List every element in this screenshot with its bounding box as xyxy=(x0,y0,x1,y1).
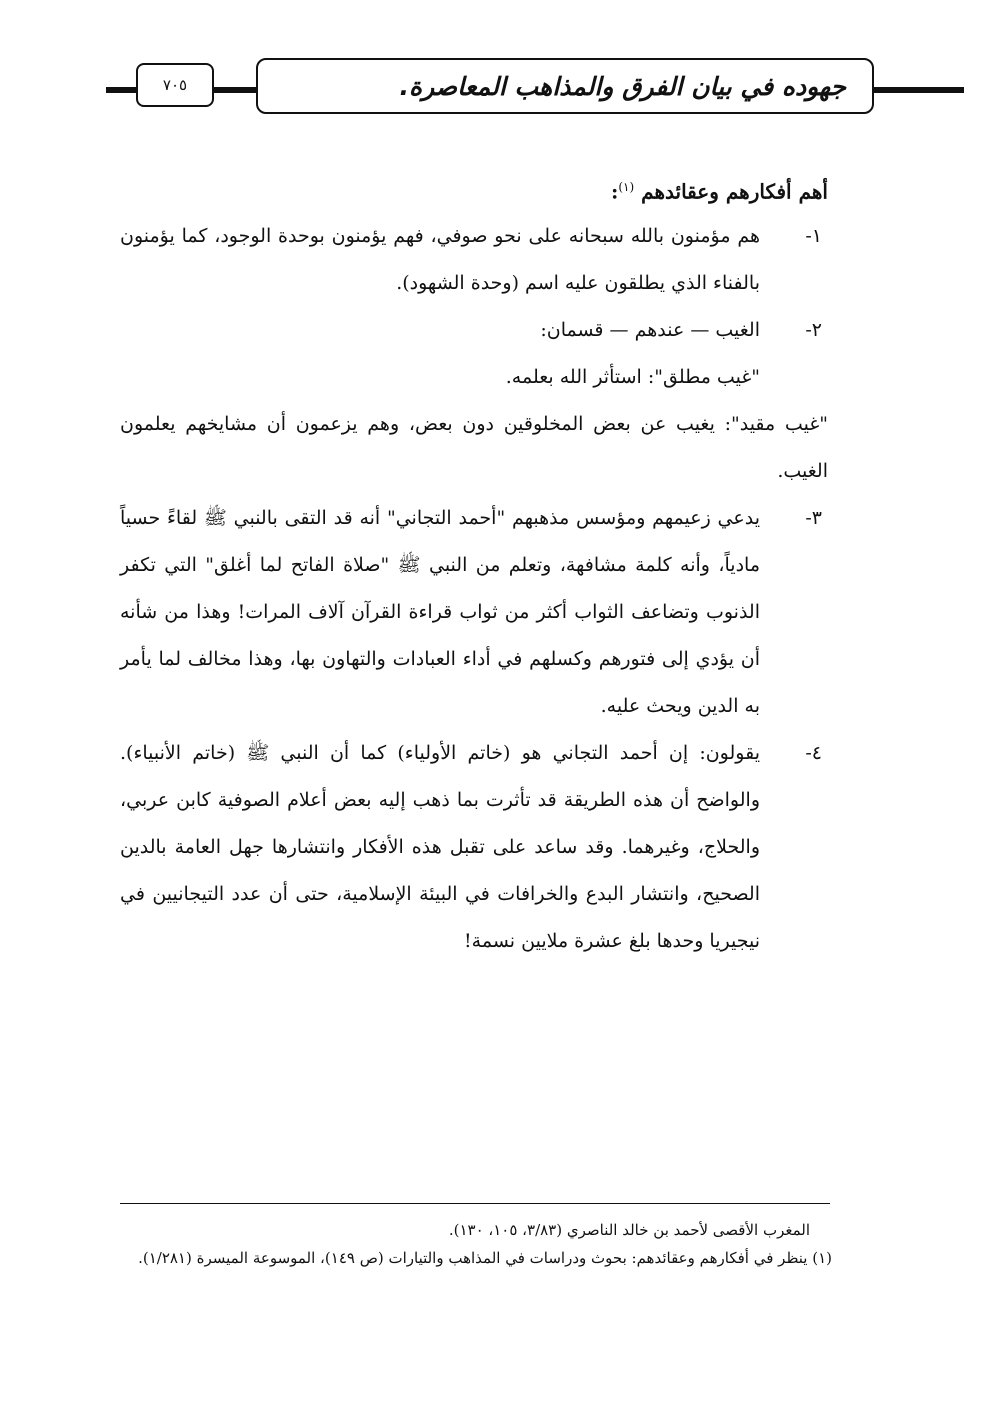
header-title-box xyxy=(256,58,874,114)
main-text xyxy=(120,166,828,965)
item-number: ٣- xyxy=(805,506,822,529)
footnote-ref[interactable]: (١) xyxy=(618,180,635,194)
running-title: جهوده في بيان الفرق والمذاهب المعاصرة. xyxy=(399,71,846,101)
item-text: يقولون: إن أحمد التجاني هو (خاتم الأولياء) كما أن النبي ﷺ (خاتم الأنبياء). والواضح أن هذه الطريقة قد تأثرت بما ذهب إليه بعض أعلام الصوفية كابن عربي، والحلاج، وغيرهما. وقد ساعد على تقبل هذه الأفكار وانتشارها جهل العامة بالدين الصحيح، وانتشار البدع والخرافات في البيئة الإسلامية، حتى أن عدد التيجانيين في نيجيريا وحدها بلغ عشرة ملايين نسمة! xyxy=(120,741,760,952)
page-number-box xyxy=(136,63,214,107)
item-text: يدعي زعيمهم ومؤسس مذهبهم "أحمد التجاني" أنه قد التقى بالنبي ﷺ لقاءً حسياً مادياً، وأنه كلمة مشافهة، وتعلم من النبي ﷺ "صلاة الفاتح لما أغلق" التي تكفر الذنوب وتضاعف الثواب أكثر من ثواب قراءة القرآن آلاف المرات! وهذا من شأنه أن يؤدي إلى فتورهم وكسلهم في أداء العبادات والتهاون بها، وهذا مخالف لما يأمر به الدين ويحث عليه. xyxy=(120,506,760,717)
item-text: هم مؤمنون بالله سبحانه على نحو صوفي، فهم يؤمنون بوحدة الوجود، كما يؤمنون بالفناء الذي يطلقون عليه اسم (وحدة الشهود). xyxy=(120,224,760,294)
footnote-continued: المغرب الأقصى لأحمد بن خالد الناصري (٣/٨٣، ١٠٥، ١٣٠). xyxy=(448,1221,810,1239)
item-number: ٤- xyxy=(805,741,822,764)
item-number: ١- xyxy=(805,224,822,247)
heading-text: أهم أفكارهم وعقائدهم xyxy=(641,179,828,204)
page-number: ٧٠٥ xyxy=(162,76,188,94)
ghayb-mutlaq-line: "غيب مطلق": استأثر الله بعلمه. xyxy=(505,365,760,388)
section-heading xyxy=(120,166,828,213)
ghayb-muqayyad-line: "غيب مقيد": يغيب عن بعض المخلوقين دون بعض، وهم يزعمون أن مشايخهم يعلمون الغيب. xyxy=(120,412,828,482)
heading-colon: : xyxy=(610,179,619,204)
item-text: الغيب — عندهم — قسمان: xyxy=(540,318,760,341)
footnote-1: (١) ينظر في أفكارهم وعقائدهم: بحوث ودراسات في المذاهب والتيارات (ص ١٤٩)، الموسوعة الميسرة (١/٢٨١). xyxy=(138,1249,832,1267)
footnote-separator xyxy=(120,1203,830,1204)
list-item xyxy=(120,213,828,307)
item-number: ٢- xyxy=(805,318,822,341)
list-item xyxy=(120,495,828,730)
footnotes xyxy=(110,1216,832,1272)
list-item xyxy=(120,307,828,354)
list-item xyxy=(120,730,828,965)
